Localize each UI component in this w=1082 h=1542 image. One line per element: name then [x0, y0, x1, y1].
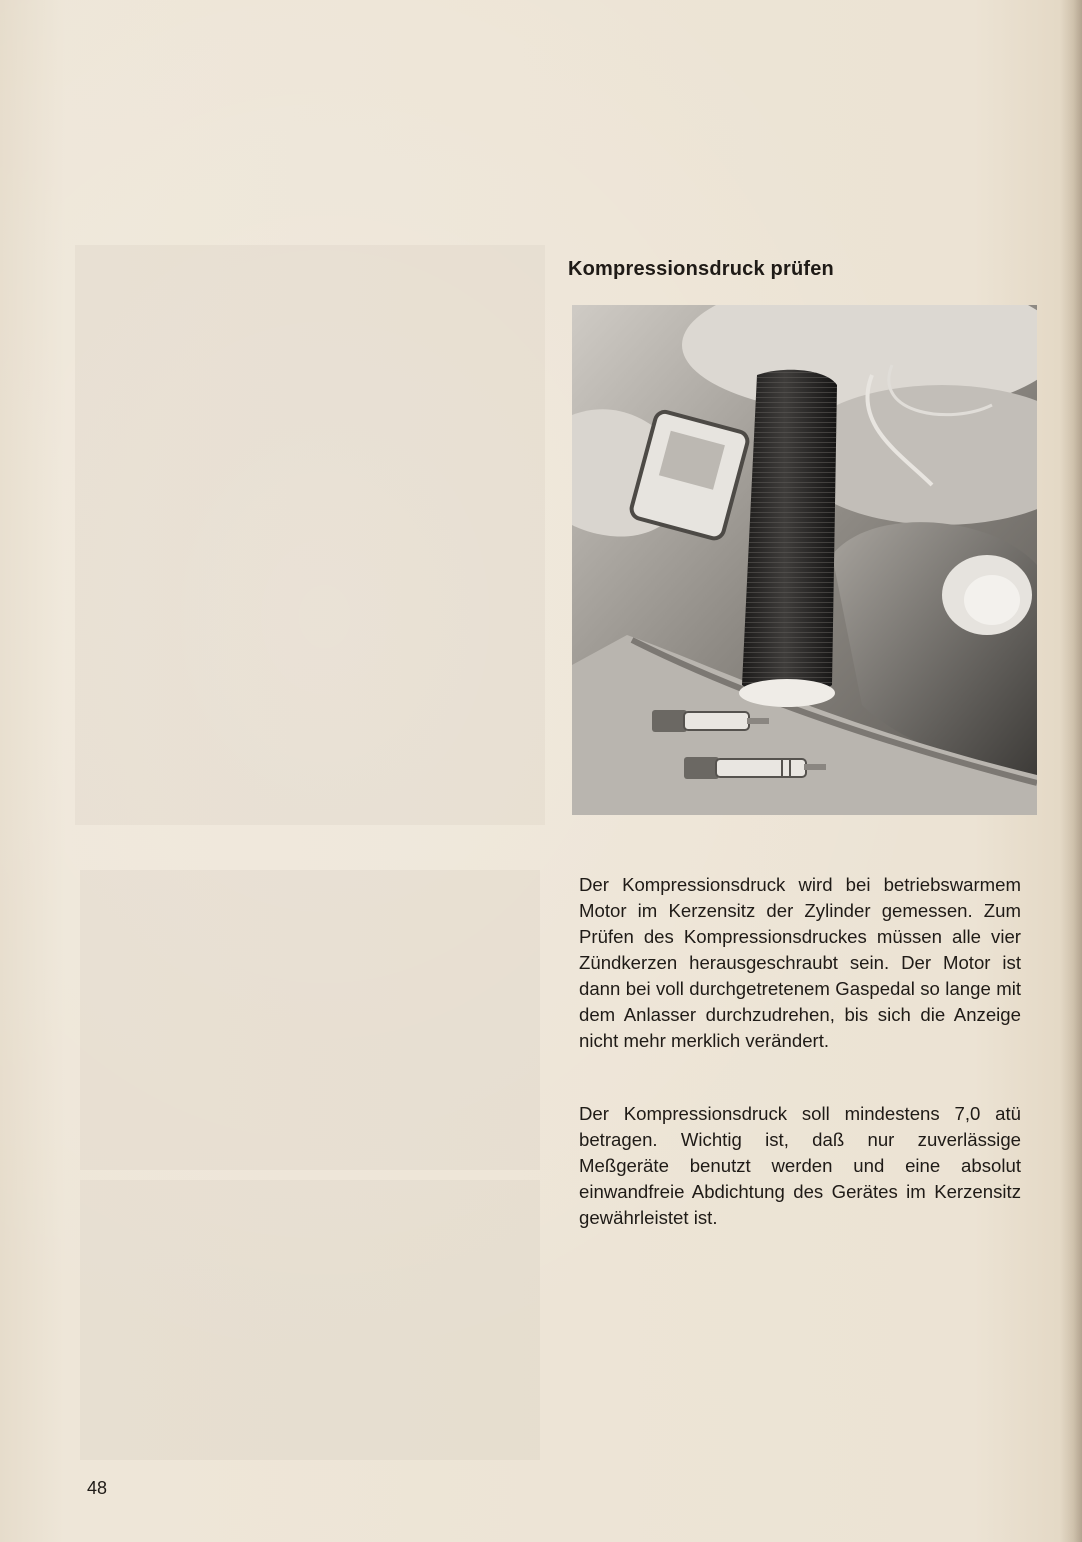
body-paragraph: Der Kompressionsdruck wird bei betriebswarmem Motor im Kerzensitz der Zylinder gemessen. Zum Prüfen des Kompressionsdruckes müssen alle vier Zündkerzen herausgeschraubt sein. Der Motor ist dann bei voll durchgetretenem Gaspedal so lange mit dem Anlasser durchzudrehen, bis sich die Anzeige nicht mehr merklich verändert.: [579, 874, 1021, 1051]
hose-collar: [739, 679, 835, 707]
show-through-block: [75, 245, 545, 825]
show-through-text: [80, 870, 540, 1170]
page-spine-shadow: [1060, 0, 1082, 1542]
section-heading: Kompressionsdruck prüfen: [568, 258, 834, 280]
body-paragraph: Der Kompressionsdruck soll mindestens 7,0 atü betragen. Wichtig ist, daß nur zuverlässige Meßgeräte benutzt werden und eine absolut einwandfreie Abdichtung des Gerätes im Kerzensitz gewährleistet ist.: [579, 1103, 1021, 1228]
spark-plug-well-inner: [964, 575, 1020, 625]
hose-ribbing: [742, 370, 837, 696]
spark-plug: [684, 757, 826, 779]
page-number: 48: [87, 1478, 108, 1498]
show-through-text: [80, 1180, 540, 1460]
engine-photo: [572, 305, 1037, 815]
